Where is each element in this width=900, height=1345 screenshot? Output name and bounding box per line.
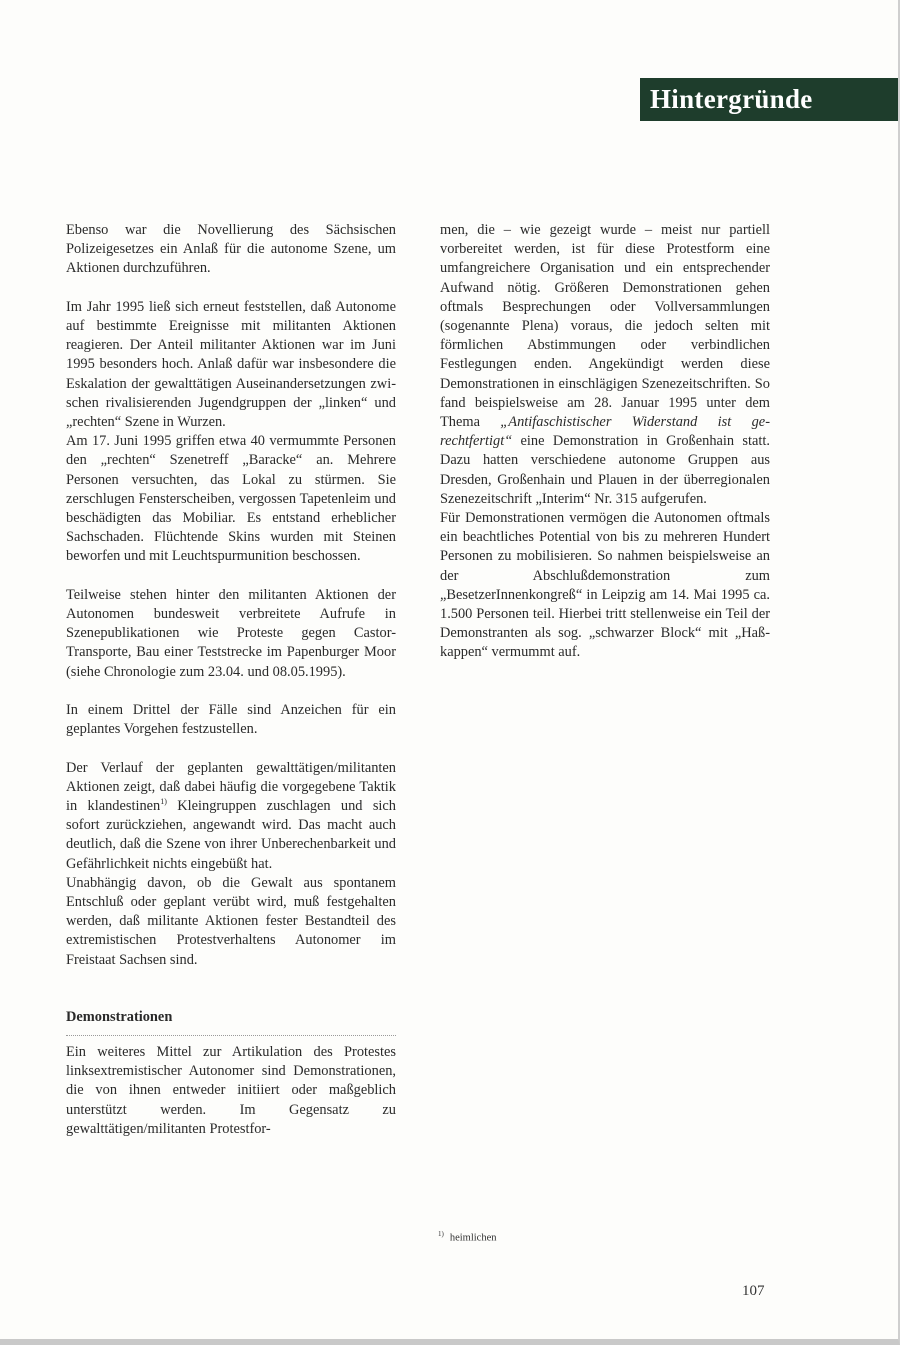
paragraph [66, 759, 396, 874]
paragraph [440, 221, 770, 509]
paragraph: Ebenso war die Novellierung des Sächsischen Polizeigesetzes ein Anlaß für die autonome Szene, um Aktionen durchzuführen. [66, 222, 396, 277]
paragraph-text: Kleingruppen zuschlagen und sich sofort zurückziehen, angewandt wird. Das macht auch deutlich, daß die Szene von ihrer Unberechenbarkeit und Gefährlichkeit nichts eingebüßt hat. [66, 798, 396, 872]
paragraph: Teilweise stehen hinter den militanten Aktionen der Autonomen bundesweit verbreitete Aufrufe in Szenepublikationen wie Proteste gegen Castor-Transporte, Bau einer Teststrecke im Papenburger Moor (siehe Chronologie zum 23.04. und 08.05.1995). [66, 586, 396, 680]
paragraph-text: eine Demonstration in Großenhain statt. Dazu hatten verschiedene autonome Gruppen aus Dresden, Großenhain und Plauen in der überregionalen Szenezeitschrift „Interim“ Nr. 315 aufgerufen. [440, 433, 770, 507]
paragraph: In einem Drittel der Fälle sind Anzeichen für ein geplantes Vorgehen festzustellen. [66, 702, 396, 738]
left-column [66, 221, 396, 1139]
right-column [440, 221, 770, 663]
paragraph-text: men, die – wie gezeigt wurde – meist nur partiell vorbereitet werden, ist für diese Protestform eine umfangreichere Organisation und ein entsprechender Aufwand nötig. Größeren Demonstrationen gehen oftmals Besprechungen oder Vollversammlungen (sogenannte Plena) voraus, die jedoch selten mit förmlichen Abstimmungen oder verbindlichen Festlegungen enden. Angekündigt werden diese Demonstrationen in einschlägigen Szenezeitschriften. So fand beispielsweise am 28. Januar 1995 unter dem Thema [440, 222, 770, 431]
paragraph: Im Jahr 1995 ließ sich erneut feststellen, daß Autonome auf bestimmte Ereignisse mit militanten Aktionen reagieren. Der Anteil militanter Aktionen war im Juni 1995 besonders hoch. Anlaß dafür war insbesondere die Eskalation der gewalttätigen Auseinandersetzungen zwischen rivalisierenden Jugendgruppen der „linken“ und „rechten“ Szene in Wurzen. [66, 298, 396, 431]
footnote-marker: 1) [438, 1230, 444, 1238]
heading-divider [66, 1035, 396, 1036]
page-number: 107 [742, 1283, 765, 1299]
section-title: Hintergründe [650, 84, 813, 114]
section-heading: Demonstrationen [66, 1008, 173, 1025]
footnote [438, 1227, 497, 1246]
section-title-banner [640, 78, 899, 121]
footnote-text: heimlichen [449, 1232, 497, 1244]
paragraph-text: Der Verlauf der geplanten gewalttätigen/militanten Aktionen zeigt, daß dabei häufig die vorgegebene Taktik in klandestinen [66, 759, 396, 815]
paragraph: Ein weiteres Mittel zur Artikulation des Protestes linksextremistischer Autonomer sind Demonstrationen, die von ihnen entweder initiiert oder maßgeblich unterstützt werden. Im Gegensatz zu gewalttätigen/militanten Protestfor- [66, 1044, 396, 1137]
footnote-reference: 1) [160, 797, 167, 807]
paragraph: Für Demonstrationen vermögen die Autonomen oftmals ein beachtliches Potential von bis zu mehreren Hundert Personen zu mobilisieren. So nahmen beispielsweise an der Abschlußdemonstration zum „BesetzerInnenkongreß“ in Leipzig am 14. Mai 1995 ca. 1.500 Personen teil. Hierbei tritt stellenweise ein Teil der Demonstranten als sog. „schwarzer Block“ mit „Haßkappen“ vermummt auf. [440, 510, 770, 661]
italic-title: „Antifaschistischer Widerstand ist gerechtfertigt“ [440, 414, 770, 450]
paragraph: Am 17. Juni 1995 griffen etwa 40 vermummte Personen den „rechten“ Szenetreff „Baracke“ an. Mehrere Personen versuchten, das Lokal zu stürmen. Sie zerschlugen Fensterscheiben, vergossen Tapetenleim und beschädigten das Mobiliar. Es entstand erheblicher Sachschaden. Flüchtende Skins wurden mit Steinen beworfen und mit Leuchtspurmunition beschossen. [66, 433, 396, 565]
paragraph: Unabhängig davon, ob die Gewalt aus spontanem Entschluß oder geplant verübt wird, muß festgehalten werden, daß militante Aktionen fester Bestandteil des extremistischen Protestverhaltens Autonomer im Freistaat Sachsen sind. [66, 874, 396, 968]
